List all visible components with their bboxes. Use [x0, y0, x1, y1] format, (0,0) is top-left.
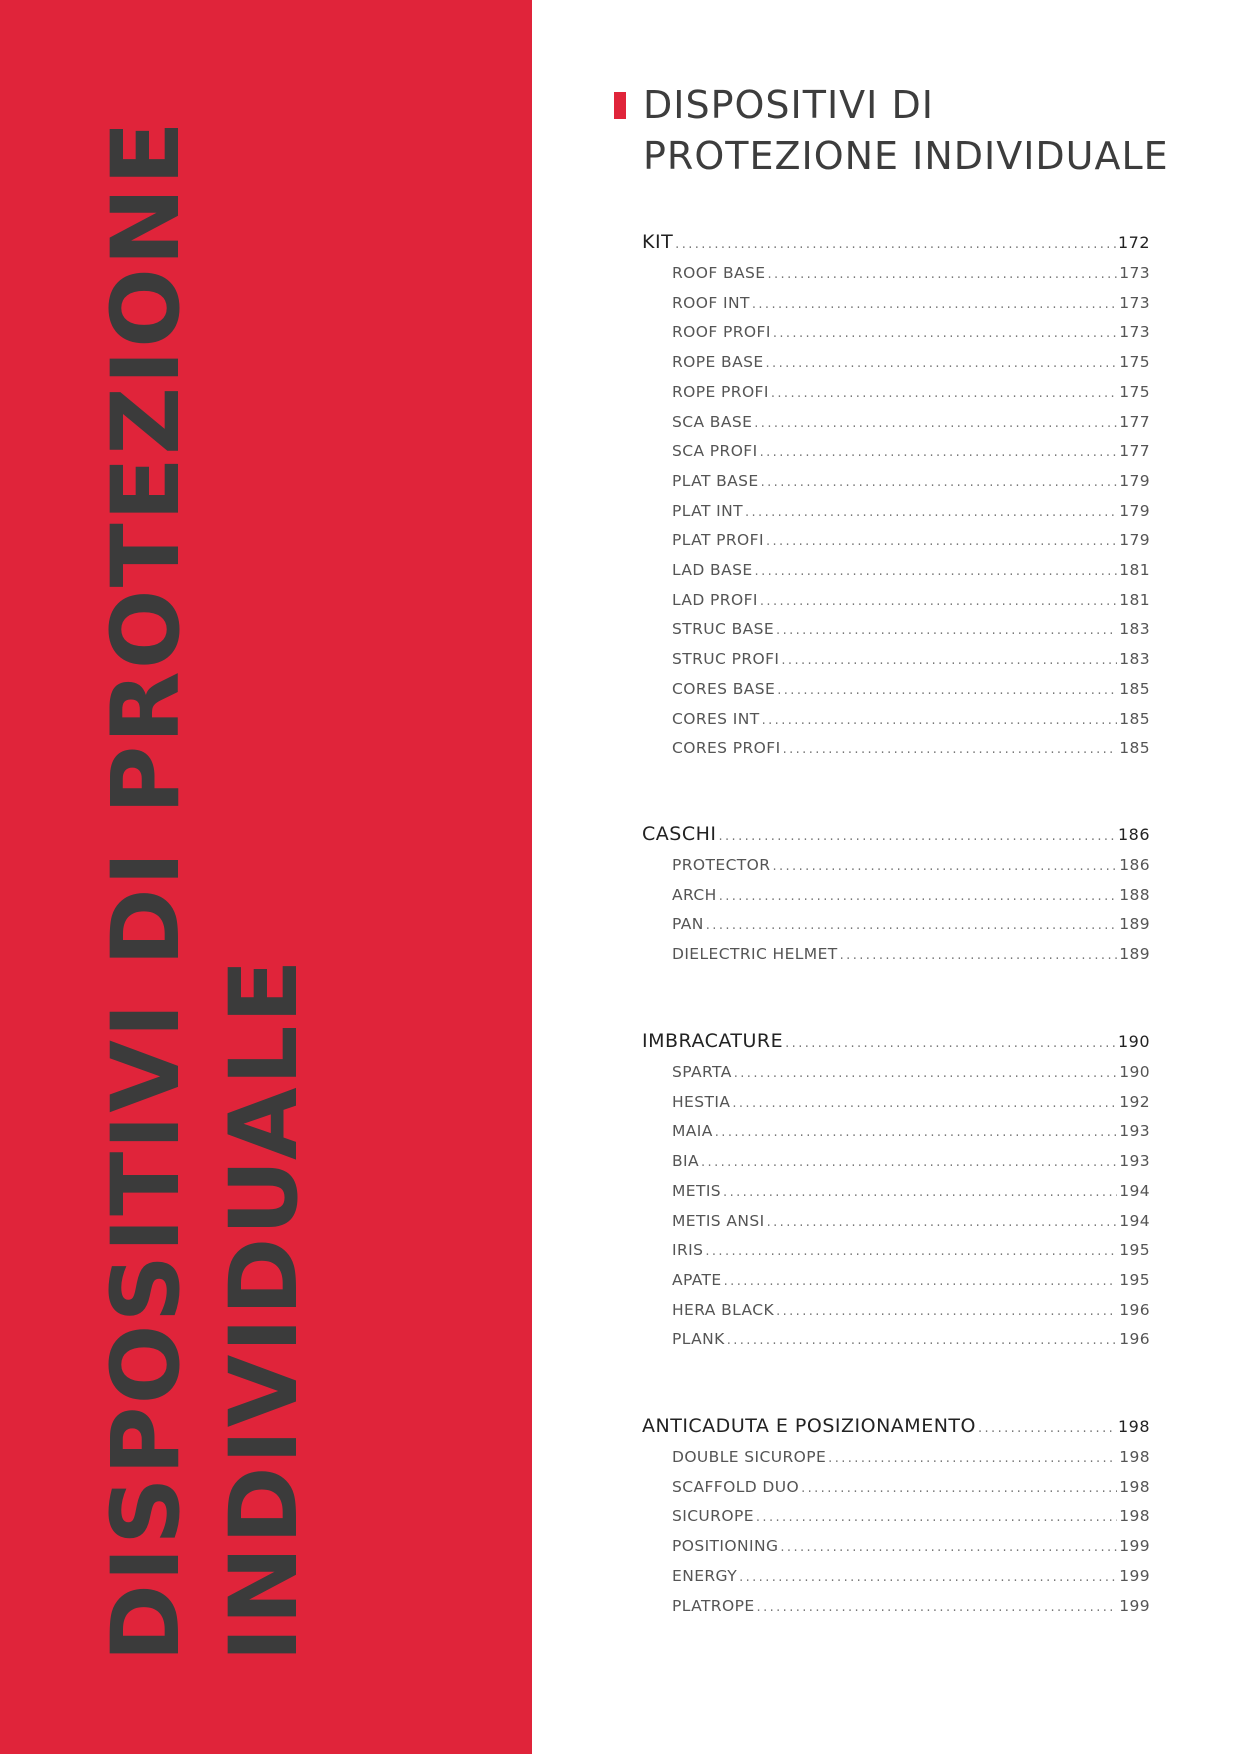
- toc-item[interactable]: [642, 502, 1150, 520]
- toc-item[interactable]: [642, 1122, 1150, 1140]
- toc-item-page-number: 193: [1119, 1122, 1150, 1141]
- dot-leader: [745, 505, 1117, 520]
- toc-item-label: STRUC BASE: [672, 620, 775, 639]
- toc-item-page-number: 179: [1119, 501, 1150, 520]
- toc-item-page-number: 194: [1119, 1181, 1150, 1200]
- toc-section-label: IMBRACATURE: [642, 1030, 784, 1052]
- dot-leader: [732, 1096, 1117, 1111]
- toc-item[interactable]: [642, 680, 1150, 698]
- toc-section-page-number: 172: [1117, 233, 1150, 252]
- toc-item-page-number: 188: [1119, 885, 1150, 904]
- dot-leader: [727, 1333, 1118, 1348]
- dot-leader: [755, 564, 1118, 579]
- dot-leader: [718, 829, 1115, 844]
- toc-section[interactable]: [642, 1415, 1150, 1437]
- dot-leader: [734, 1066, 1117, 1081]
- toc-item-label: PLAT BASE: [672, 471, 759, 490]
- dot-leader: [723, 1185, 1117, 1200]
- toc-section-label: ANTICADUTA E POSIZIONAMENTO: [642, 1415, 976, 1437]
- toc-section[interactable]: [642, 231, 1150, 253]
- toc-item-label: ROOF BASE: [672, 264, 766, 282]
- heading-accent-bar: [614, 92, 626, 119]
- toc-item-label: HESTIA: [672, 1092, 731, 1111]
- toc-item-label: ROPE BASE: [672, 353, 764, 372]
- side-title: [88, 119, 324, 1662]
- toc-item-label: ROPE PROFI: [672, 382, 769, 401]
- toc-item-page-number: 181: [1119, 561, 1150, 579]
- toc-item[interactable]: [642, 1537, 1150, 1555]
- toc-item[interactable]: [642, 264, 1150, 282]
- toc-item-label: SCA BASE: [672, 412, 753, 431]
- toc-item-page-number: 185: [1119, 679, 1150, 698]
- toc-item[interactable]: [642, 915, 1150, 933]
- toc-item[interactable]: [642, 620, 1150, 638]
- dot-leader: [760, 594, 1117, 609]
- toc-item[interactable]: [642, 383, 1150, 401]
- toc-item-page-number: 177: [1119, 442, 1150, 461]
- dot-leader: [756, 1510, 1117, 1525]
- toc-item[interactable]: [642, 1063, 1150, 1081]
- toc-item[interactable]: [642, 1507, 1150, 1525]
- dot-leader: [783, 742, 1118, 757]
- toc-item-label: LAD PROFI: [672, 590, 758, 609]
- dot-leader: [719, 889, 1118, 904]
- toc-section[interactable]: [642, 823, 1150, 845]
- toc-item-label: DIELECTRIC HELMET: [672, 945, 838, 964]
- toc-item-page-number: 195: [1119, 1241, 1150, 1260]
- toc-item-label: POSITIONING: [672, 1537, 779, 1556]
- toc-item[interactable]: [642, 1182, 1150, 1200]
- dot-leader: [777, 683, 1117, 698]
- toc-item-label: SCA PROFI: [672, 442, 758, 461]
- dot-leader: [978, 1421, 1116, 1436]
- dot-leader: [828, 1451, 1117, 1466]
- side-panel: [0, 0, 532, 1754]
- toc-item[interactable]: [642, 1567, 1150, 1585]
- dot-leader: [701, 1155, 1117, 1170]
- toc-item[interactable]: [642, 531, 1150, 549]
- toc-item-page-number: 194: [1119, 1211, 1150, 1230]
- toc-item-page-number: 196: [1119, 1330, 1150, 1349]
- toc-item-page-number: 179: [1119, 471, 1150, 490]
- toc-item-page-number: 183: [1119, 650, 1150, 669]
- toc-item-label: STRUC PROFI: [672, 650, 780, 669]
- dot-leader: [776, 623, 1117, 638]
- toc-item[interactable]: [642, 413, 1150, 431]
- dot-leader: [724, 1274, 1118, 1289]
- toc-item[interactable]: [642, 1241, 1150, 1259]
- toc-item-label: DOUBLE SICUROPE: [672, 1448, 827, 1466]
- toc-item[interactable]: [642, 1330, 1150, 1348]
- toc-item-label: CORES INT: [672, 709, 760, 728]
- toc-item-label: PLAT PROFI: [672, 531, 764, 550]
- toc-item-label: ROOF PROFI: [672, 323, 771, 342]
- side-title-line-2: INDIVIDUALE: [210, 957, 319, 1662]
- toc-section-label: KIT: [642, 231, 674, 253]
- dot-leader: [771, 386, 1117, 401]
- toc-item-page-number: 173: [1119, 293, 1150, 312]
- toc-item[interactable]: [642, 472, 1150, 490]
- toc-item-label: IRIS: [672, 1241, 704, 1260]
- toc-section-page-number: 186: [1117, 825, 1150, 844]
- toc-item[interactable]: [642, 1478, 1150, 1496]
- toc-item[interactable]: [642, 323, 1150, 341]
- toc-item[interactable]: [642, 886, 1150, 904]
- toc-item-label: APATE: [672, 1270, 722, 1289]
- toc-item[interactable]: [642, 442, 1150, 460]
- dot-leader: [766, 356, 1118, 371]
- dot-leader: [766, 534, 1117, 549]
- toc-item-page-number: 196: [1119, 1300, 1150, 1319]
- toc-item[interactable]: [642, 1152, 1150, 1170]
- dot-leader: [754, 416, 1117, 431]
- toc-item[interactable]: [642, 1597, 1150, 1615]
- toc-item-label: MAIA: [672, 1122, 713, 1141]
- toc-item[interactable]: [642, 1448, 1150, 1466]
- toc-item-page-number: 190: [1119, 1063, 1150, 1081]
- toc-item-label: LAD BASE: [672, 561, 753, 579]
- toc-item[interactable]: [642, 591, 1150, 609]
- toc-item-label: METIS: [672, 1181, 722, 1200]
- toc-item-page-number: 175: [1119, 382, 1150, 401]
- toc-item-label: PLANK: [672, 1330, 725, 1349]
- toc-item-page-number: 186: [1119, 856, 1150, 874]
- page-title: [643, 80, 1169, 182]
- toc-item-label: CORES PROFI: [672, 739, 781, 758]
- dot-leader: [780, 1540, 1117, 1555]
- toc-item-page-number: 199: [1119, 1596, 1150, 1615]
- toc-item[interactable]: [642, 650, 1150, 668]
- dot-leader: [762, 713, 1118, 728]
- toc-item[interactable]: [642, 561, 1150, 579]
- toc-item-label: SCAFFOLD DUO: [672, 1477, 800, 1496]
- toc-section-page-number: 190: [1117, 1032, 1150, 1051]
- dot-leader: [840, 948, 1118, 963]
- toc-item-label: CORES BASE: [672, 679, 776, 698]
- toc-item[interactable]: [642, 353, 1150, 371]
- toc-item-label: ARCH: [672, 885, 717, 904]
- toc-item-page-number: 177: [1119, 412, 1150, 431]
- dot-leader: [715, 1125, 1117, 1140]
- toc-item-page-number: 173: [1119, 323, 1150, 342]
- toc-item[interactable]: [642, 294, 1150, 312]
- toc-section-page-number: 198: [1117, 1417, 1150, 1436]
- toc-item-page-number: 198: [1119, 1448, 1150, 1466]
- dot-leader: [767, 267, 1117, 282]
- dot-leader: [772, 859, 1117, 874]
- toc-item-label: ENERGY: [672, 1566, 738, 1585]
- toc-item-page-number: 185: [1119, 709, 1150, 728]
- toc-section-label: CASCHI: [642, 823, 717, 845]
- toc-item-label: BIA: [672, 1152, 700, 1171]
- dot-leader: [801, 1481, 1117, 1496]
- toc-item-label: METIS ANSI: [672, 1211, 765, 1230]
- dot-leader: [773, 326, 1117, 341]
- toc-item-label: PLATROPE: [672, 1596, 755, 1615]
- toc-item-page-number: 189: [1119, 915, 1150, 934]
- toc-item-page-number: 175: [1119, 353, 1150, 372]
- toc-item[interactable]: [642, 1301, 1150, 1319]
- toc-item[interactable]: [642, 739, 1150, 757]
- side-title-line-1: DISPOSITIVI DI PROTEZIONE: [92, 119, 201, 1662]
- dot-leader: [752, 297, 1117, 312]
- dot-leader: [776, 1304, 1117, 1319]
- dot-leader: [706, 918, 1117, 933]
- toc-item-label: SICUROPE: [672, 1507, 754, 1526]
- toc-item-label: PAN: [672, 915, 704, 934]
- dot-leader: [785, 1036, 1116, 1051]
- dot-leader: [760, 445, 1118, 460]
- toc-item-page-number: 173: [1119, 264, 1150, 282]
- toc-item-label: HERA BLACK: [672, 1300, 775, 1319]
- toc-item[interactable]: [642, 710, 1150, 728]
- toc-item-page-number: 198: [1119, 1507, 1150, 1526]
- toc-item-page-number: 193: [1119, 1152, 1150, 1171]
- dot-leader: [767, 1215, 1118, 1230]
- dot-leader: [781, 653, 1117, 668]
- toc-item[interactable]: [642, 1212, 1150, 1230]
- toc-item-label: ROOF INT: [672, 293, 750, 312]
- dot-leader: [757, 1600, 1118, 1615]
- page-title-line-1: DISPOSITIVI DI: [643, 83, 934, 127]
- toc-item-page-number: 189: [1119, 945, 1150, 964]
- toc-item-page-number: 198: [1119, 1477, 1150, 1496]
- toc-item-label: PROTECTOR: [672, 856, 771, 874]
- toc-item-label: PLAT INT: [672, 501, 743, 520]
- page-title-line-2: PROTEZIONE INDIVIDUALE: [643, 134, 1169, 178]
- toc-item-page-number: 183: [1119, 620, 1150, 639]
- dot-leader: [739, 1570, 1117, 1585]
- toc-item[interactable]: [642, 945, 1150, 963]
- toc-item[interactable]: [642, 1271, 1150, 1289]
- toc-item-page-number: 199: [1119, 1566, 1150, 1585]
- toc-item-page-number: 181: [1119, 590, 1150, 609]
- toc-item-page-number: 199: [1119, 1537, 1150, 1556]
- toc-section[interactable]: [642, 1030, 1150, 1052]
- toc-item-page-number: 195: [1119, 1270, 1150, 1289]
- toc-item[interactable]: [642, 1093, 1150, 1111]
- toc-item-page-number: 192: [1119, 1092, 1150, 1111]
- toc-item-label: SPARTA: [672, 1063, 732, 1081]
- dot-leader: [705, 1244, 1117, 1259]
- dot-leader: [761, 475, 1118, 490]
- dot-leader: [675, 237, 1116, 252]
- toc-item-page-number: 179: [1119, 531, 1150, 550]
- toc-item-page-number: 185: [1119, 739, 1150, 758]
- toc-item[interactable]: [642, 856, 1150, 874]
